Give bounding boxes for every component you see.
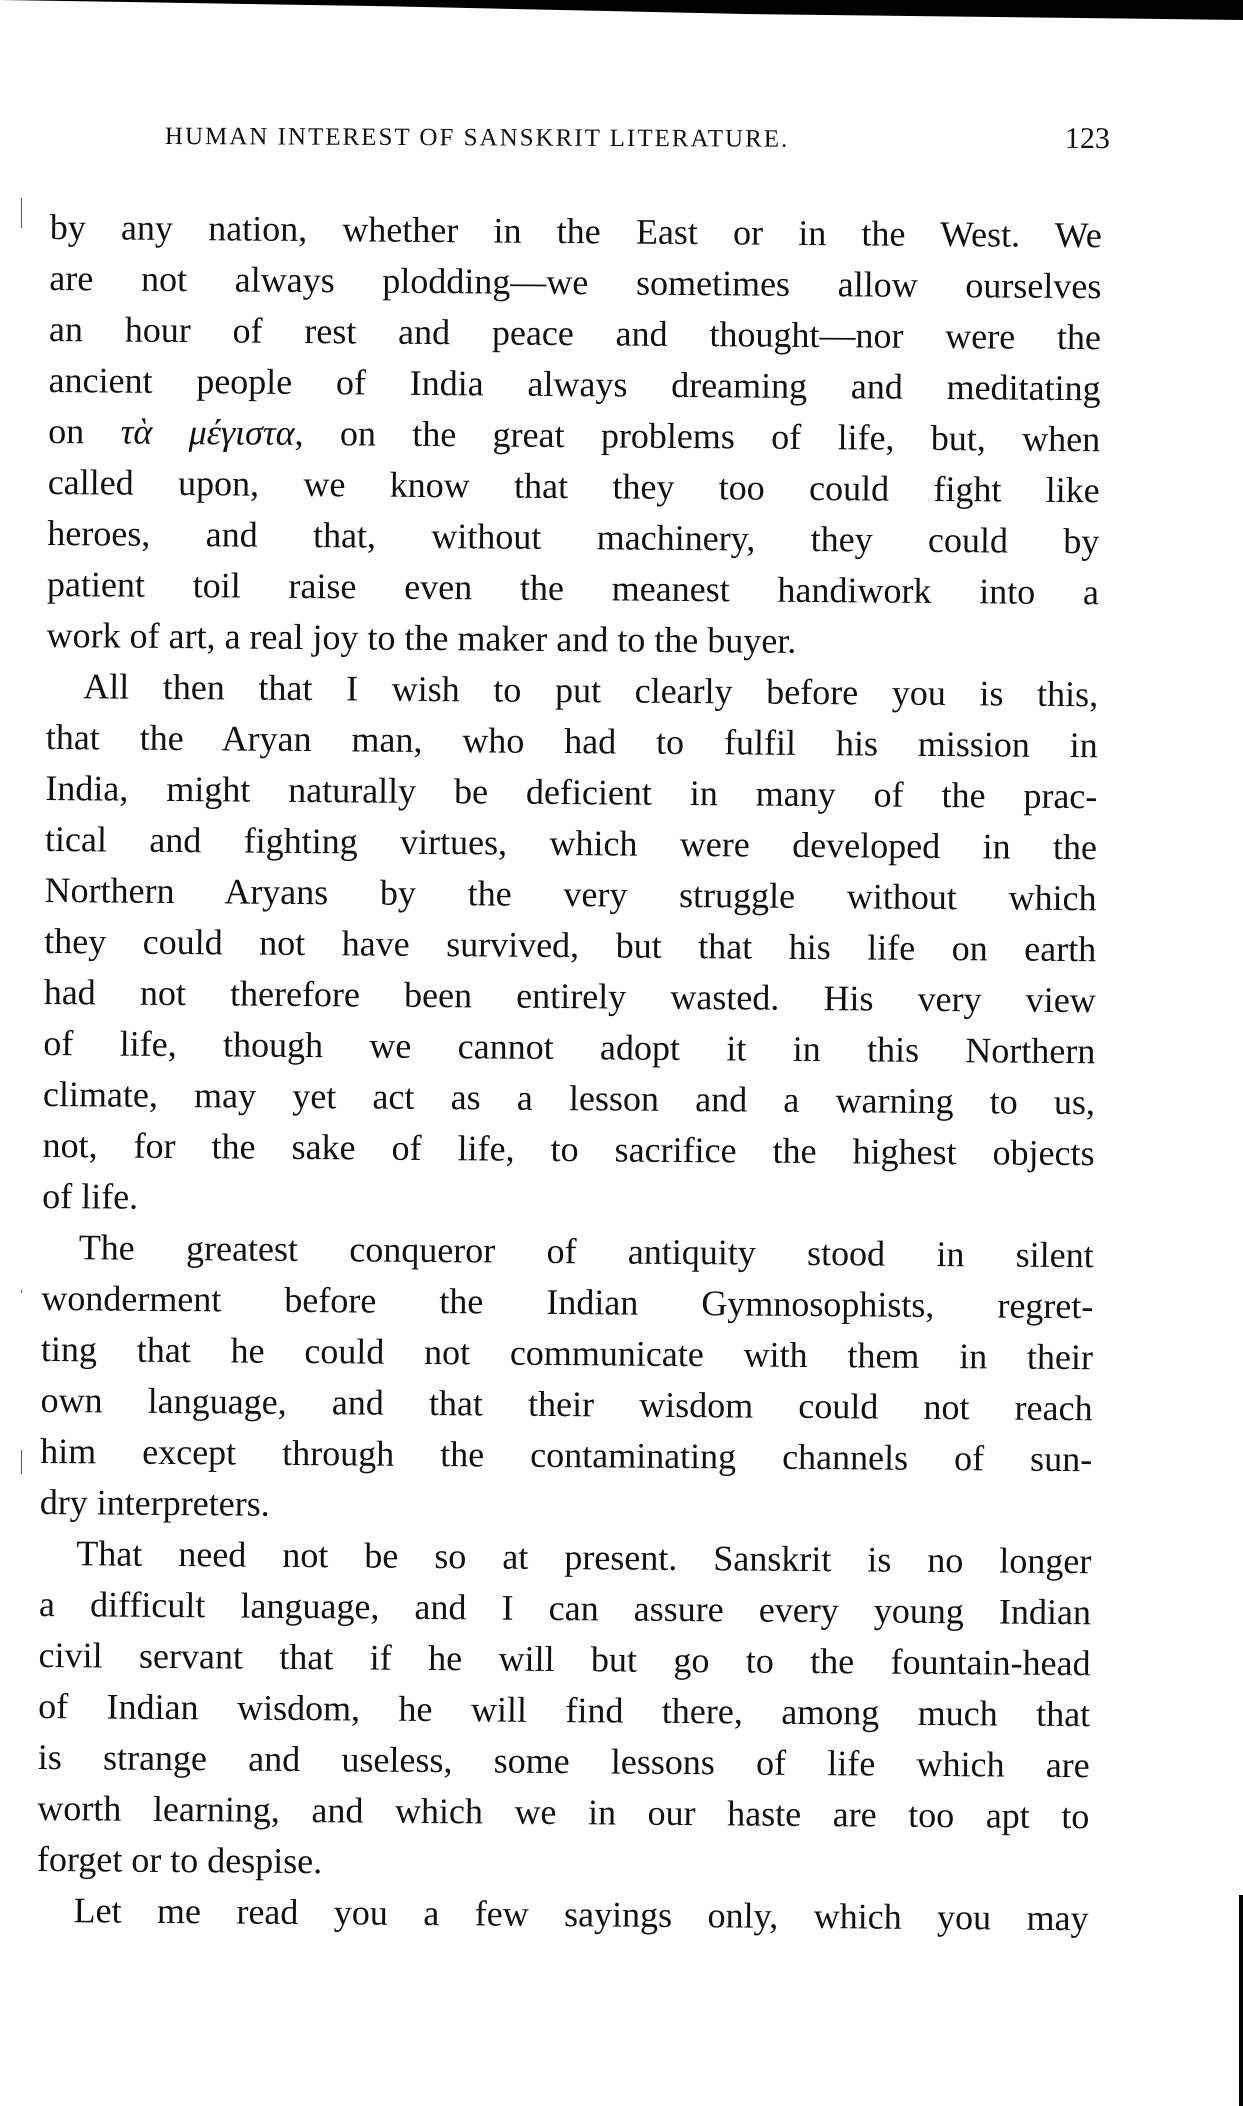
paragraph [37,1528,1092,1893]
text-line: ancient people of India always dreaming and meditating [48,359,1101,409]
text-line: India, might naturally be deficient in many of the prac- [45,767,1098,817]
text-line: ting that he could not communicate with them in their [40,1328,1094,1378]
text-line: tical and fighting virtues, which were developed in the [44,818,1098,868]
text-line: heroes, and that, without machinery, they could by [47,512,1100,562]
running-head-title: HUMAN INTEREST OF SANSKRIT LITERATURE. [164,122,790,153]
margin-mark [21,1450,22,1474]
text-line: of life, though we cannot adopt it in this Northern [43,1022,1096,1072]
text-line: had not therefore been entirely wasted. His very view [43,971,1096,1021]
scan-right-edge-shadow [1239,1895,1243,2106]
page-number: 123 [1064,121,1110,156]
paragraph [42,661,1098,1230]
text-line: That need not be so at present. Sanskrit is no longer [76,1533,1092,1582]
text-line: forget or to despise. [36,1838,323,1882]
text-line-with-greek: on τὰ μέγιστα, on the great problems of life, but, when [48,410,1101,460]
paragraph-continues [36,1885,1088,1944]
text-line: work of art, a real joy to the maker and to the buyer. [46,614,797,661]
text-line: own language, and that their wisdom could not reach [40,1379,1093,1429]
text-line: climate, may yet act as a lesson and a warning to us, [42,1073,1096,1123]
text-line: an hour of rest and peace and thought—nor were the [48,308,1102,358]
margin-mark [21,1290,22,1293]
text-line: All then that I wish to put clearly before you is this, [83,666,1099,715]
text-line: Let me read you a few sayings only, which you may [73,1890,1089,1939]
greek-phrase: τὰ μέγιστα [120,411,295,453]
margin-mark [21,198,22,228]
paragraph-continued [46,202,1102,669]
text-line: patient toil raise even the meanest handiwork into a [46,563,1100,613]
page-body [36,202,1102,1944]
text-line: Northern Aryans by the very struggle without which [44,869,1097,919]
running-head [165,118,1110,156]
scan-top-edge-shadow [0,0,1243,24]
paragraph [40,1222,1094,1536]
text-line: him except through the contaminating channels of sun- [40,1430,1093,1480]
text-line: is strange and useless, some lessons of life which are [37,1736,1090,1786]
text-line: are not always plodding—we sometimes allow ourselves [49,257,1102,307]
text-line: of Indian wisdom, he will find there, among much that [38,1685,1091,1735]
text-line: that the Aryan man, who had to fulfil his mission in [45,716,1098,766]
text-line: The greatest conqueror of antiquity stood in silent [78,1227,1094,1276]
text-line: by any nation, whether in the East or in the West. We [49,206,1102,256]
text-line: called upon, we know that they too could fight like [47,461,1100,511]
text-line: dry interpreters. [39,1481,270,1524]
text-line: of life. [42,1175,139,1217]
text-line: a difficult language, and I can assure every young Indian [38,1583,1092,1633]
text-line: civil servant that if he will but go to the fountain-head [38,1634,1091,1684]
text-line: wonderment before the Indian Gymnosophists, regret- [41,1277,1094,1327]
text-line: they could not have survived, but that his life on earth [44,920,1097,970]
text-line: worth learning, and which we in our haste are too apt to [37,1787,1090,1837]
text-line: not, for the sake of life, to sacrifice the highest objects [42,1124,1095,1174]
